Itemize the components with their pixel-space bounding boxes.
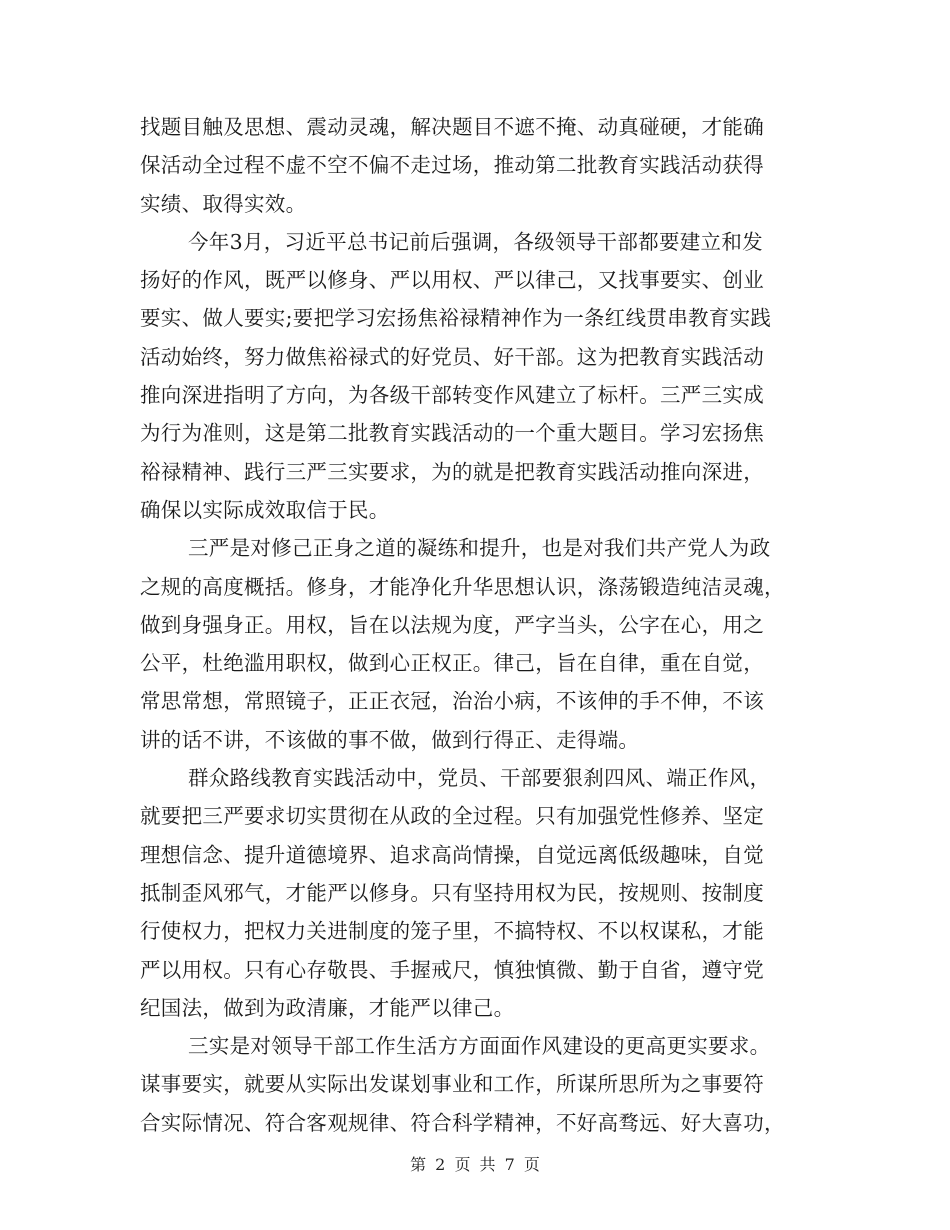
text-line: 纪国法，做到为政清廉，才能严以律己。	[140, 995, 515, 1020]
text-line: 找题目触及思想、震动灵魂，解决题目不遮不掩、动真碰硬，才能确	[140, 115, 764, 139]
text-line: 合实际情况、符合客观规律、符合科学精神，不好高骛远、好大喜功，	[140, 1110, 785, 1135]
text-line: 理想信念、提升道德境界、追求高尚情操，自觉远离低级趣味，自觉	[140, 842, 764, 867]
text-line: 要实、做人要实;要把学习宏扬焦裕禄精神作为一条红线贯串教育实践	[140, 306, 772, 331]
text-line: 之规的高度概括。修身，才能净化升华思想认识，涤荡锻造纯洁灵魂，	[140, 574, 785, 599]
text-line: 为行为准则，这是第二批教育实践活动的一个重大题目。学习宏扬焦	[140, 421, 764, 446]
paragraph	[140, 759, 810, 1027]
text-line: 做到身强身正。用权，旨在以法规为度，严字当头，公字在心，用之	[140, 612, 764, 637]
text-line: 扬好的作风，既严以修身、严以用权、严以律己，又找事要实、创业	[140, 268, 764, 293]
text-line: 三实是对领导干部工作生活方方面面作风建设的更高更实要求。	[188, 1034, 771, 1059]
text-line: 裕禄精神、践行三严三实要求，为的就是把教育实践活动推向深进，	[140, 459, 764, 484]
page-number-footer: 第 2 页 共 7 页	[410, 1155, 540, 1174]
paragraph	[140, 1027, 810, 1142]
text-line: 讲的话不讲，不该做的事不做，做到行得正、走得端。	[140, 727, 640, 752]
paragraph	[140, 108, 810, 223]
text-line: 严以用权。只有心存敬畏、手握戒尺，慎独慎微、勤于自省，遵守党	[140, 957, 764, 982]
text-line: 活动始终，努力做焦裕禄式的好党员、好干部。这为把教育实践活动	[140, 344, 764, 369]
text-line: 行使权力，把权力关进制度的笼子里，不搞特权、不以权谋私，才能	[140, 919, 764, 944]
text-line: 推向深进指明了方向，为各级干部转变作风建立了标杆。三严三实成	[140, 383, 764, 408]
text-line: 常思常想，常照镜子，正正衣冠，治治小病，不该伸的手不伸，不该	[140, 689, 764, 714]
text-line: 确保以实际成效取信于民。	[140, 497, 390, 522]
text-line: 公平，杜绝滥用职权，做到心正权正。律己，旨在自律，重在自觉，	[140, 651, 764, 676]
text-line: 三严是对修己正身之道的凝练和提升，也是对我们共产党人为政	[188, 536, 771, 561]
text-line: 今年3月，习近平总书记前后强调，各级领导干部都要建立和发	[188, 229, 763, 254]
paragraph	[140, 223, 810, 529]
paragraph	[140, 529, 810, 759]
text-line: 就要把三严要求切实贯彻在从政的全过程。只有加强党性修养、坚定	[140, 804, 764, 829]
text-line: 群众路线教育实践活动中，党员、干部要狠刹四风、端正作风，	[188, 766, 771, 791]
text-line: 保活动全过程不虚不空不偏不走过场，推动第二批教育实践活动获得	[140, 153, 764, 178]
text-line: 谋事要实，就要从实际出发谋划事业和工作，所谋所思所为之事要符	[140, 1072, 764, 1097]
text-line: 抵制歪风邪气，才能严以修身。只有坚持用权为民，按规则、按制度	[140, 880, 764, 905]
document-body	[140, 108, 810, 1142]
text-line: 实绩、取得实效。	[140, 191, 307, 216]
